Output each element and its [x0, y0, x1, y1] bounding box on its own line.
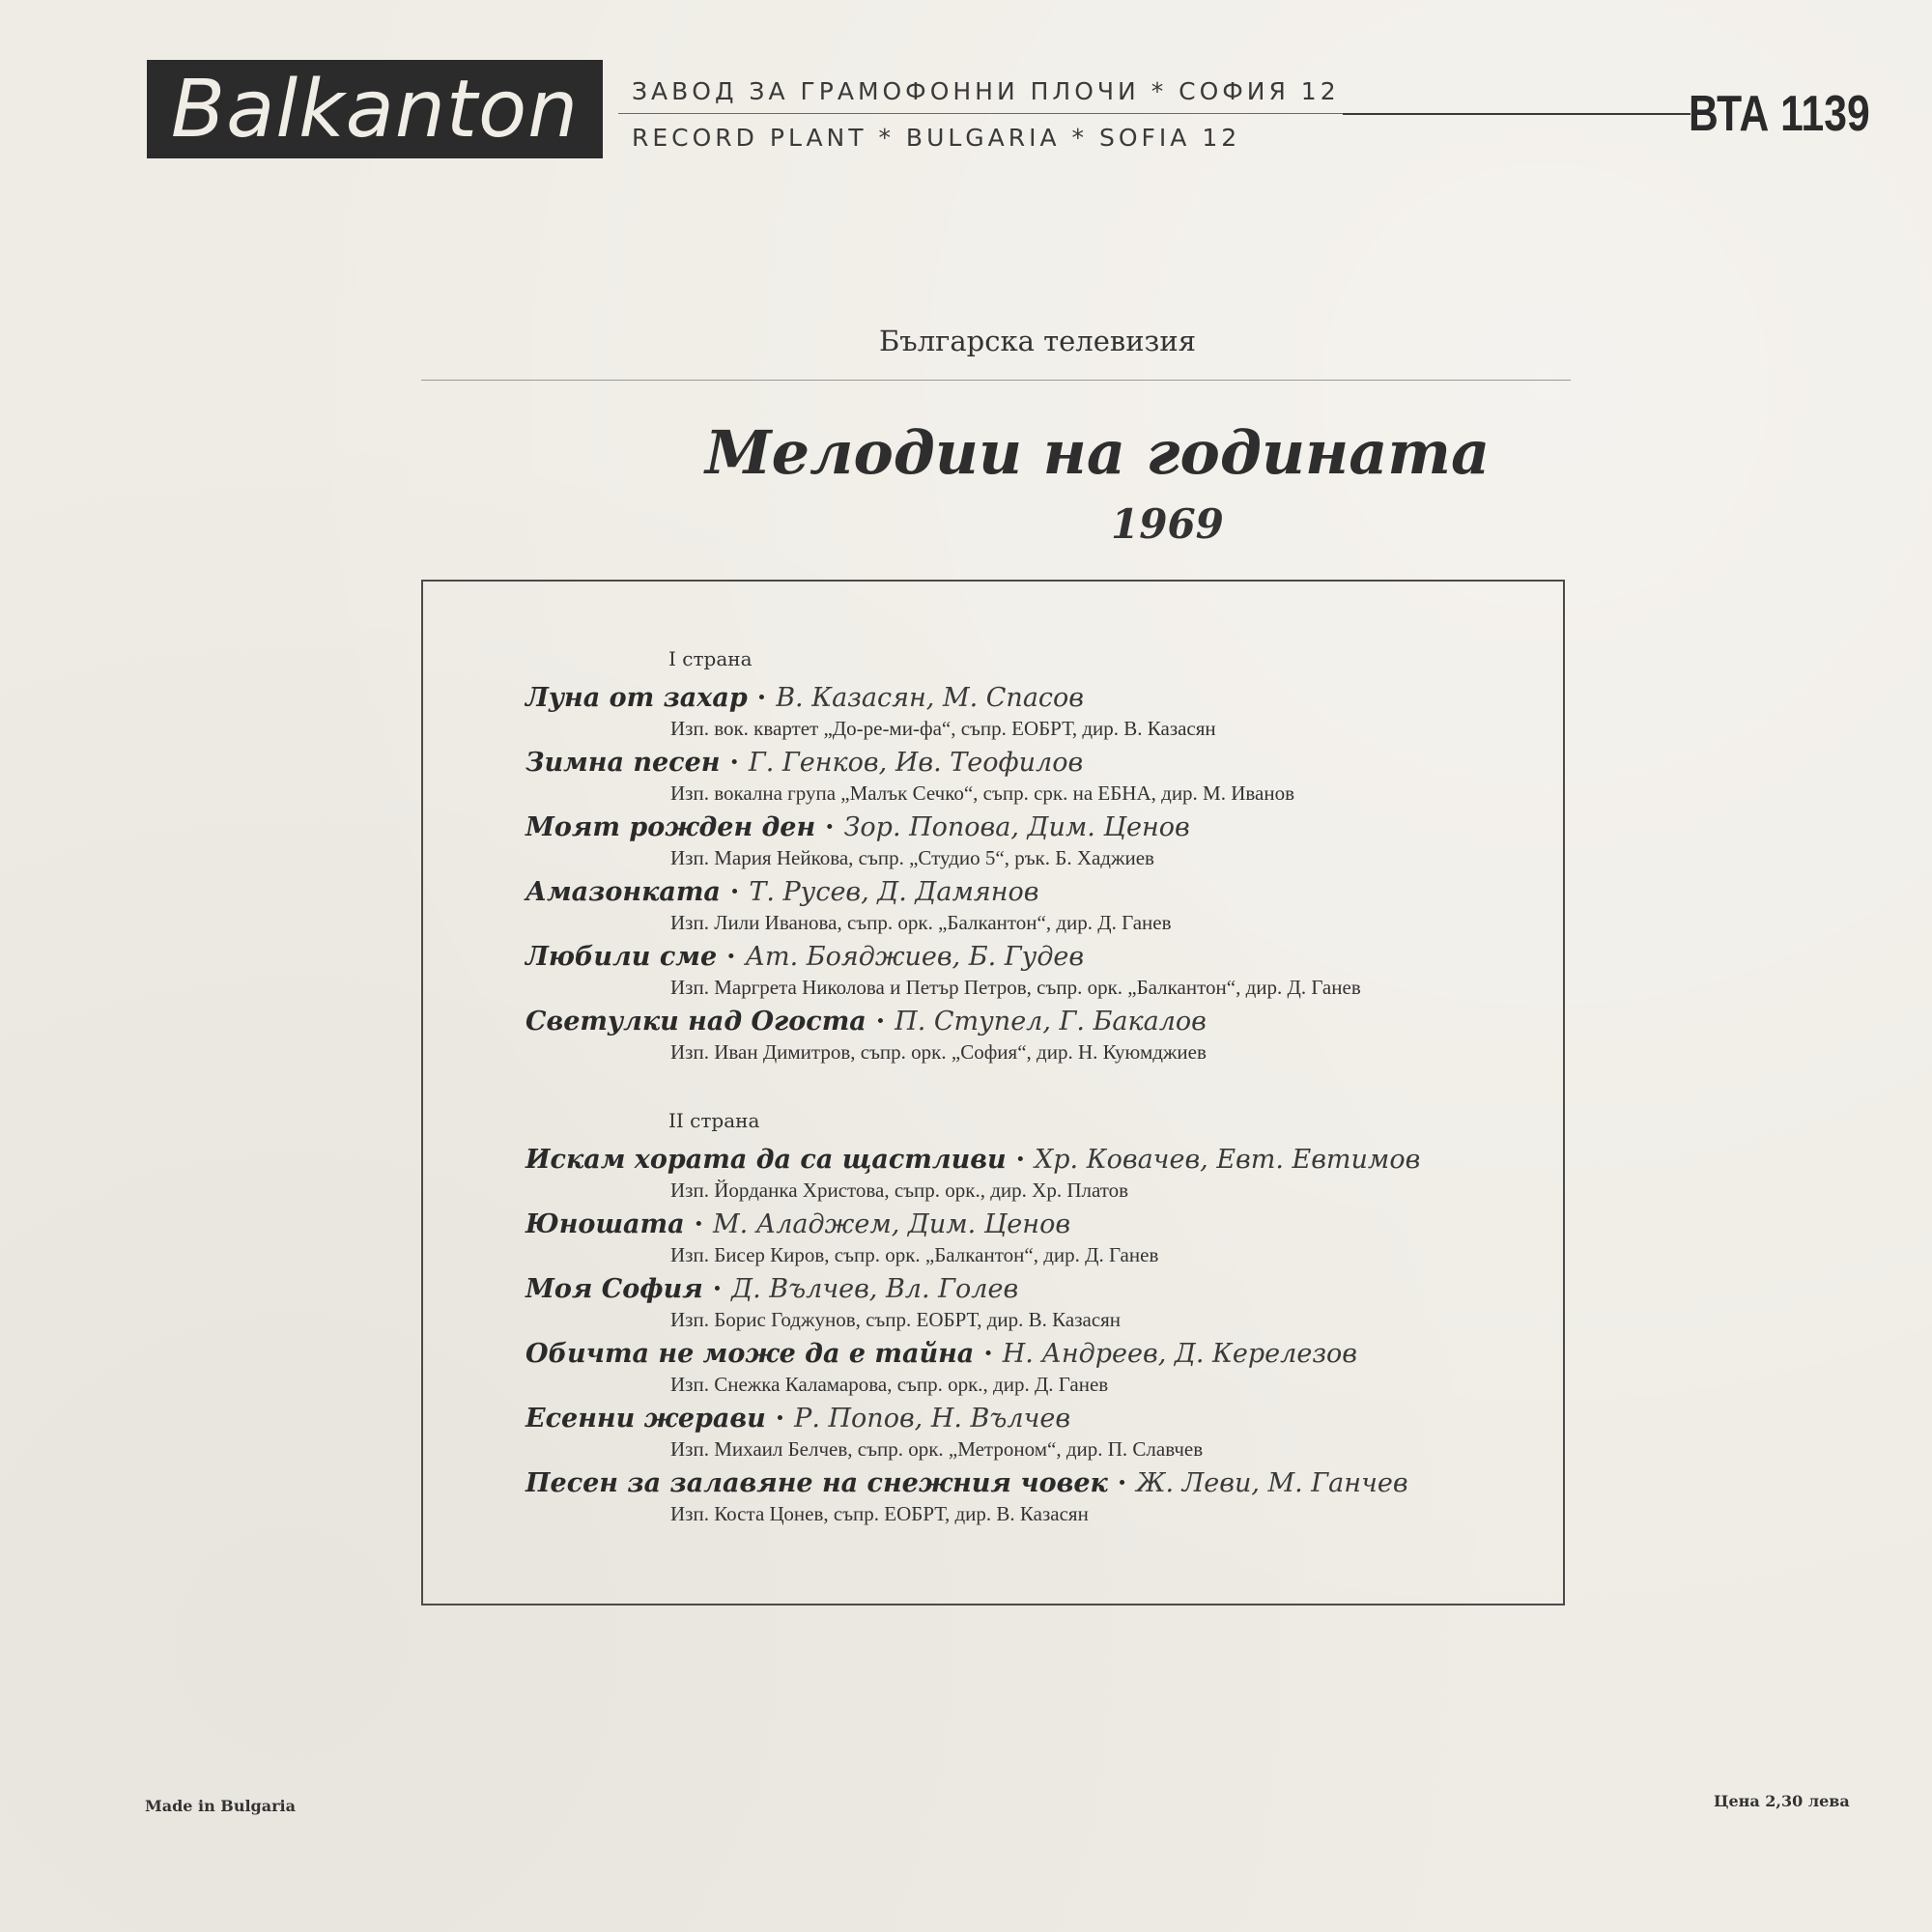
track-title: Юношата: [526, 1209, 685, 1239]
bullet-separator: ·: [694, 1209, 703, 1239]
track-authors: Н. Андреев, Д. Керелезов: [1002, 1339, 1358, 1369]
track-title: Амазонката: [526, 877, 721, 907]
track-side1-1: [526, 682, 1549, 742]
track-side2-2: [526, 1208, 1549, 1268]
bullet-separator: ·: [712, 1274, 723, 1304]
track-performers: Изп. вокална група „Малък Сечко“, съпр. срк. на ЕБНА, дир. М. Иванов: [670, 781, 1295, 805]
balkanton-logo: [147, 60, 603, 158]
track-performers: Изп. Бисер Киров, съпр. орк. „Балкантон“, дир. Д. Ганев: [670, 1243, 1159, 1266]
bullet-separator: ·: [756, 683, 767, 713]
track-authors: Р. Попов, Н. Вълчев: [794, 1404, 1071, 1434]
price-label: Цена 2,30 лева: [1714, 1792, 1850, 1810]
record-plant-english: RECORD PLANT * BULGARIA * SOFIA 12: [632, 124, 1241, 152]
track-authors: Т. Русев, Д. Дамянов: [749, 877, 1039, 907]
track-title: Обичта не може да е тайна: [526, 1339, 975, 1369]
bullet-separator: ·: [875, 1007, 886, 1037]
title-divider: [421, 380, 1571, 381]
track-title: Любили сме: [526, 942, 718, 972]
bullet-separator: ·: [729, 877, 740, 907]
track-title: Песен за залавяне на снежния човек: [526, 1468, 1108, 1498]
track-side1-3: [526, 811, 1549, 871]
track-title: Моят рожден ден: [526, 812, 816, 842]
track-performers: Изп. Маргрета Николова и Петър Петров, съпр. орк. „Балкантон“, дир. Д. Ганев: [670, 976, 1361, 999]
broadcaster: Българска телевизия: [879, 325, 1196, 357]
track-side2-1: [526, 1144, 1549, 1204]
logo-text: Balkanton: [170, 63, 580, 156]
album-title: Мелодии на годината: [705, 417, 1491, 488]
track-side1-2: [526, 747, 1549, 807]
track-title: Есенни жерави: [526, 1404, 766, 1434]
track-side2-3: [526, 1273, 1549, 1333]
track-performers: Изп. Мария Нейкова, съпр. „Студио 5“, рък. Б. Хаджиев: [670, 846, 1154, 869]
track-authors: М. Аладжем, Дим. Ценов: [712, 1209, 1071, 1239]
catalog-rule: [1343, 113, 1690, 115]
side-1-label: I страна: [668, 647, 753, 670]
track-performers: Изп. Снежка Каламарова, съпр. орк., дир. Д. Ганев: [670, 1373, 1109, 1396]
track-side1-4: [526, 876, 1549, 936]
track-performers: Изп. вок. квартет „До-ре-ми-фа“, съпр. ЕОБРТ, дир. В. Казасян: [670, 717, 1216, 740]
track-side2-6: [526, 1467, 1549, 1527]
catalog-number: ВТА 1139: [1689, 86, 1870, 142]
bullet-separator: ·: [726, 942, 736, 972]
header-divider: [618, 113, 1343, 114]
track-authors: Ат. Бояджиев, Б. Гудев: [745, 942, 1085, 972]
track-side2-4: [526, 1338, 1549, 1398]
bullet-separator: ·: [1015, 1145, 1026, 1175]
track-performers: Изп. Лили Иванова, съпр. орк. „Балкантон“, дир. Д. Ганев: [670, 911, 1172, 934]
track-authors: Зор. Попова, Дим. Ценов: [843, 812, 1190, 842]
track-side1-5: [526, 941, 1549, 1001]
track-performers: Изп. Михаил Белчев, съпр. орк. „Метроном“, дир. П. Славчев: [670, 1437, 1204, 1461]
bullet-separator: ·: [983, 1339, 993, 1369]
track-side2-5: [526, 1403, 1549, 1463]
track-title: Луна от захар: [526, 683, 748, 713]
track-title: Светулки над Огоста: [526, 1007, 867, 1037]
track-side1-6: [526, 1006, 1549, 1065]
track-authors: Д. Вълчев, Вл. Голев: [731, 1274, 1019, 1304]
track-performers: Изп. Иван Димитров, съпр. орк. „София“, дир. Н. Куюмджиев: [670, 1040, 1207, 1064]
track-performers: Изп. Йорданка Христова, съпр. орк., дир. Хр. Платов: [670, 1179, 1129, 1202]
track-performers: Изп. Коста Цонев, съпр. ЕОБРТ, дир. В. Казасян: [670, 1502, 1089, 1525]
track-authors: Г. Генков, Ив. Теофилов: [748, 748, 1084, 778]
track-authors: В. Казасян, М. Спасов: [776, 683, 1085, 713]
track-title: Искам хората да са щастливи: [526, 1145, 1007, 1175]
made-in-label: Made in Bulgaria: [145, 1797, 296, 1815]
bullet-separator: ·: [1117, 1468, 1127, 1498]
bullet-separator: ·: [729, 748, 739, 778]
bullet-separator: ·: [775, 1404, 785, 1434]
track-title: Зимна песен: [526, 748, 721, 778]
record-plant-bulgarian: ЗАВОД ЗА ГРАМОФОННИ ПЛОЧИ * СОФИЯ 12: [632, 77, 1340, 105]
side-2-label: II страна: [668, 1109, 760, 1132]
track-authors: Хр. Ковачев, Евт. Евтимов: [1035, 1145, 1421, 1175]
track-authors: Ж. Леви, М. Ганчев: [1136, 1468, 1408, 1498]
album-year: 1969: [1111, 500, 1224, 548]
bullet-separator: ·: [825, 812, 835, 842]
track-authors: П. Ступел, Г. Бакалов: [895, 1007, 1207, 1037]
track-title: Моя София: [526, 1274, 703, 1304]
track-performers: Изп. Борис Годжунов, съпр. ЕОБРТ, дир. В. Казасян: [670, 1308, 1122, 1331]
